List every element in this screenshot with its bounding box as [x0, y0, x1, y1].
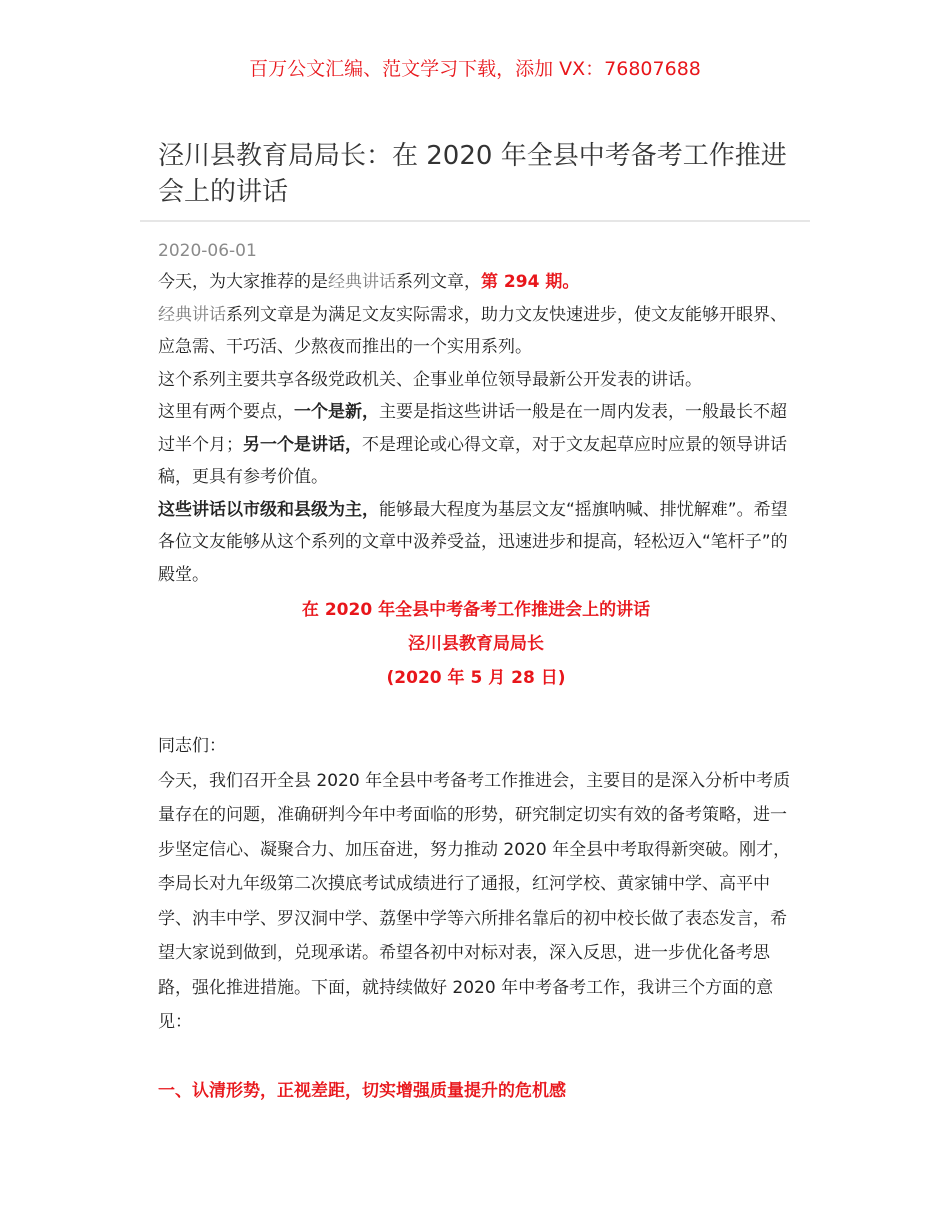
intro-text: 主要是指这些讲话一般是在一周内发表，一般最长不超过半个月；: [158, 402, 787, 455]
intro-text: 系列文章是为满足文友实际需求，助力文友快速进步，使文友能够开眼界、应急需、干巧活、少熬夜而推出的一个实用系列。: [158, 304, 787, 357]
speech-date: (2020 年 5 月 28 日): [386, 668, 566, 688]
intro-paragraph-4: [158, 396, 794, 494]
key-point-new: 一个是新，: [294, 402, 379, 422]
salutation: 同志们：: [158, 736, 226, 756]
series-name: 经典讲话: [328, 272, 396, 292]
spacer: [158, 695, 794, 729]
article-title: 泾川县教育局局长：在 2020 年全县中考备考工作推进会上的讲话: [158, 141, 787, 207]
section-heading-1: 一、认清形势，正视差距，切实增强质量提升的危机感: [158, 1080, 566, 1101]
promo-banner: 百万公文汇编、范文学习下载，添加 VX：76807688: [249, 58, 701, 80]
speech-speaker: 泾川县教育局局长: [408, 634, 544, 654]
title-divider: [140, 220, 810, 222]
intro-text: 能够最大程度为基层文友“摇旗呐喊、排忧解难”。希望各位文友能够从这个系列的文章中汲养受益，迅速进步和提高，轻松迈入“笔杆子”的殿堂。: [158, 499, 788, 585]
intro-text: 今天，为大家推荐的是: [158, 272, 328, 292]
intro-text: 这个系列主要共享各级党政机关、企事业单位领导最新公开发表的讲话。: [158, 369, 702, 390]
speech-header: [158, 593, 794, 695]
intro-paragraph-1: [158, 266, 794, 299]
article-content: [158, 236, 794, 1108]
speech-paragraph-1: 今天，我们召开全县 2020 年全县中考备考工作推进会，主要目的是深入分析中考质量存在的问题，准确研判今年中考面临的形势，研究制定切实有效的备考策略，进一步坚定信心、凝聚合力、加压奋进，努力推动 2020 年全县中考取得新突破。刚才，李局长对九年级第二次摸底考试成绩进行了通报，红河学校、黄家铺中学、高平中学、汭丰中学、罗汉洞中学、荔堡中学等六所排名靠后的初中校长做了表态发言，希望大家说到做到，兑现承诺。希望各初中对标对表，深入反思，进一步优化备考思路，强化推进措施。下面，就持续做好 2020 年中考备考工作，我讲三个方面的意见：: [158, 770, 791, 1032]
focus-statement: 这些讲话以市级和县级为主，: [158, 499, 379, 520]
issue-number: 第 294 期。: [481, 272, 580, 292]
intro-paragraph-2: [158, 299, 794, 364]
intro-text: 系列文章，: [396, 272, 481, 292]
intro-paragraph-3: [158, 364, 794, 397]
series-name: 经典讲话: [158, 304, 226, 325]
intro-paragraph-5: [158, 494, 794, 592]
intro-text: 这里有两个要点，: [158, 402, 294, 422]
publish-date: 2020-06-01: [158, 241, 257, 261]
speech-title: 在 2020 年全县中考备考工作推进会上的讲话: [301, 600, 651, 620]
key-point-speech: 另一个是讲话，: [243, 434, 362, 455]
intro-text: 不是理论或心得文章，对于文友起草应时应景的领导讲话稿，更具有参考价值。: [158, 434, 787, 487]
